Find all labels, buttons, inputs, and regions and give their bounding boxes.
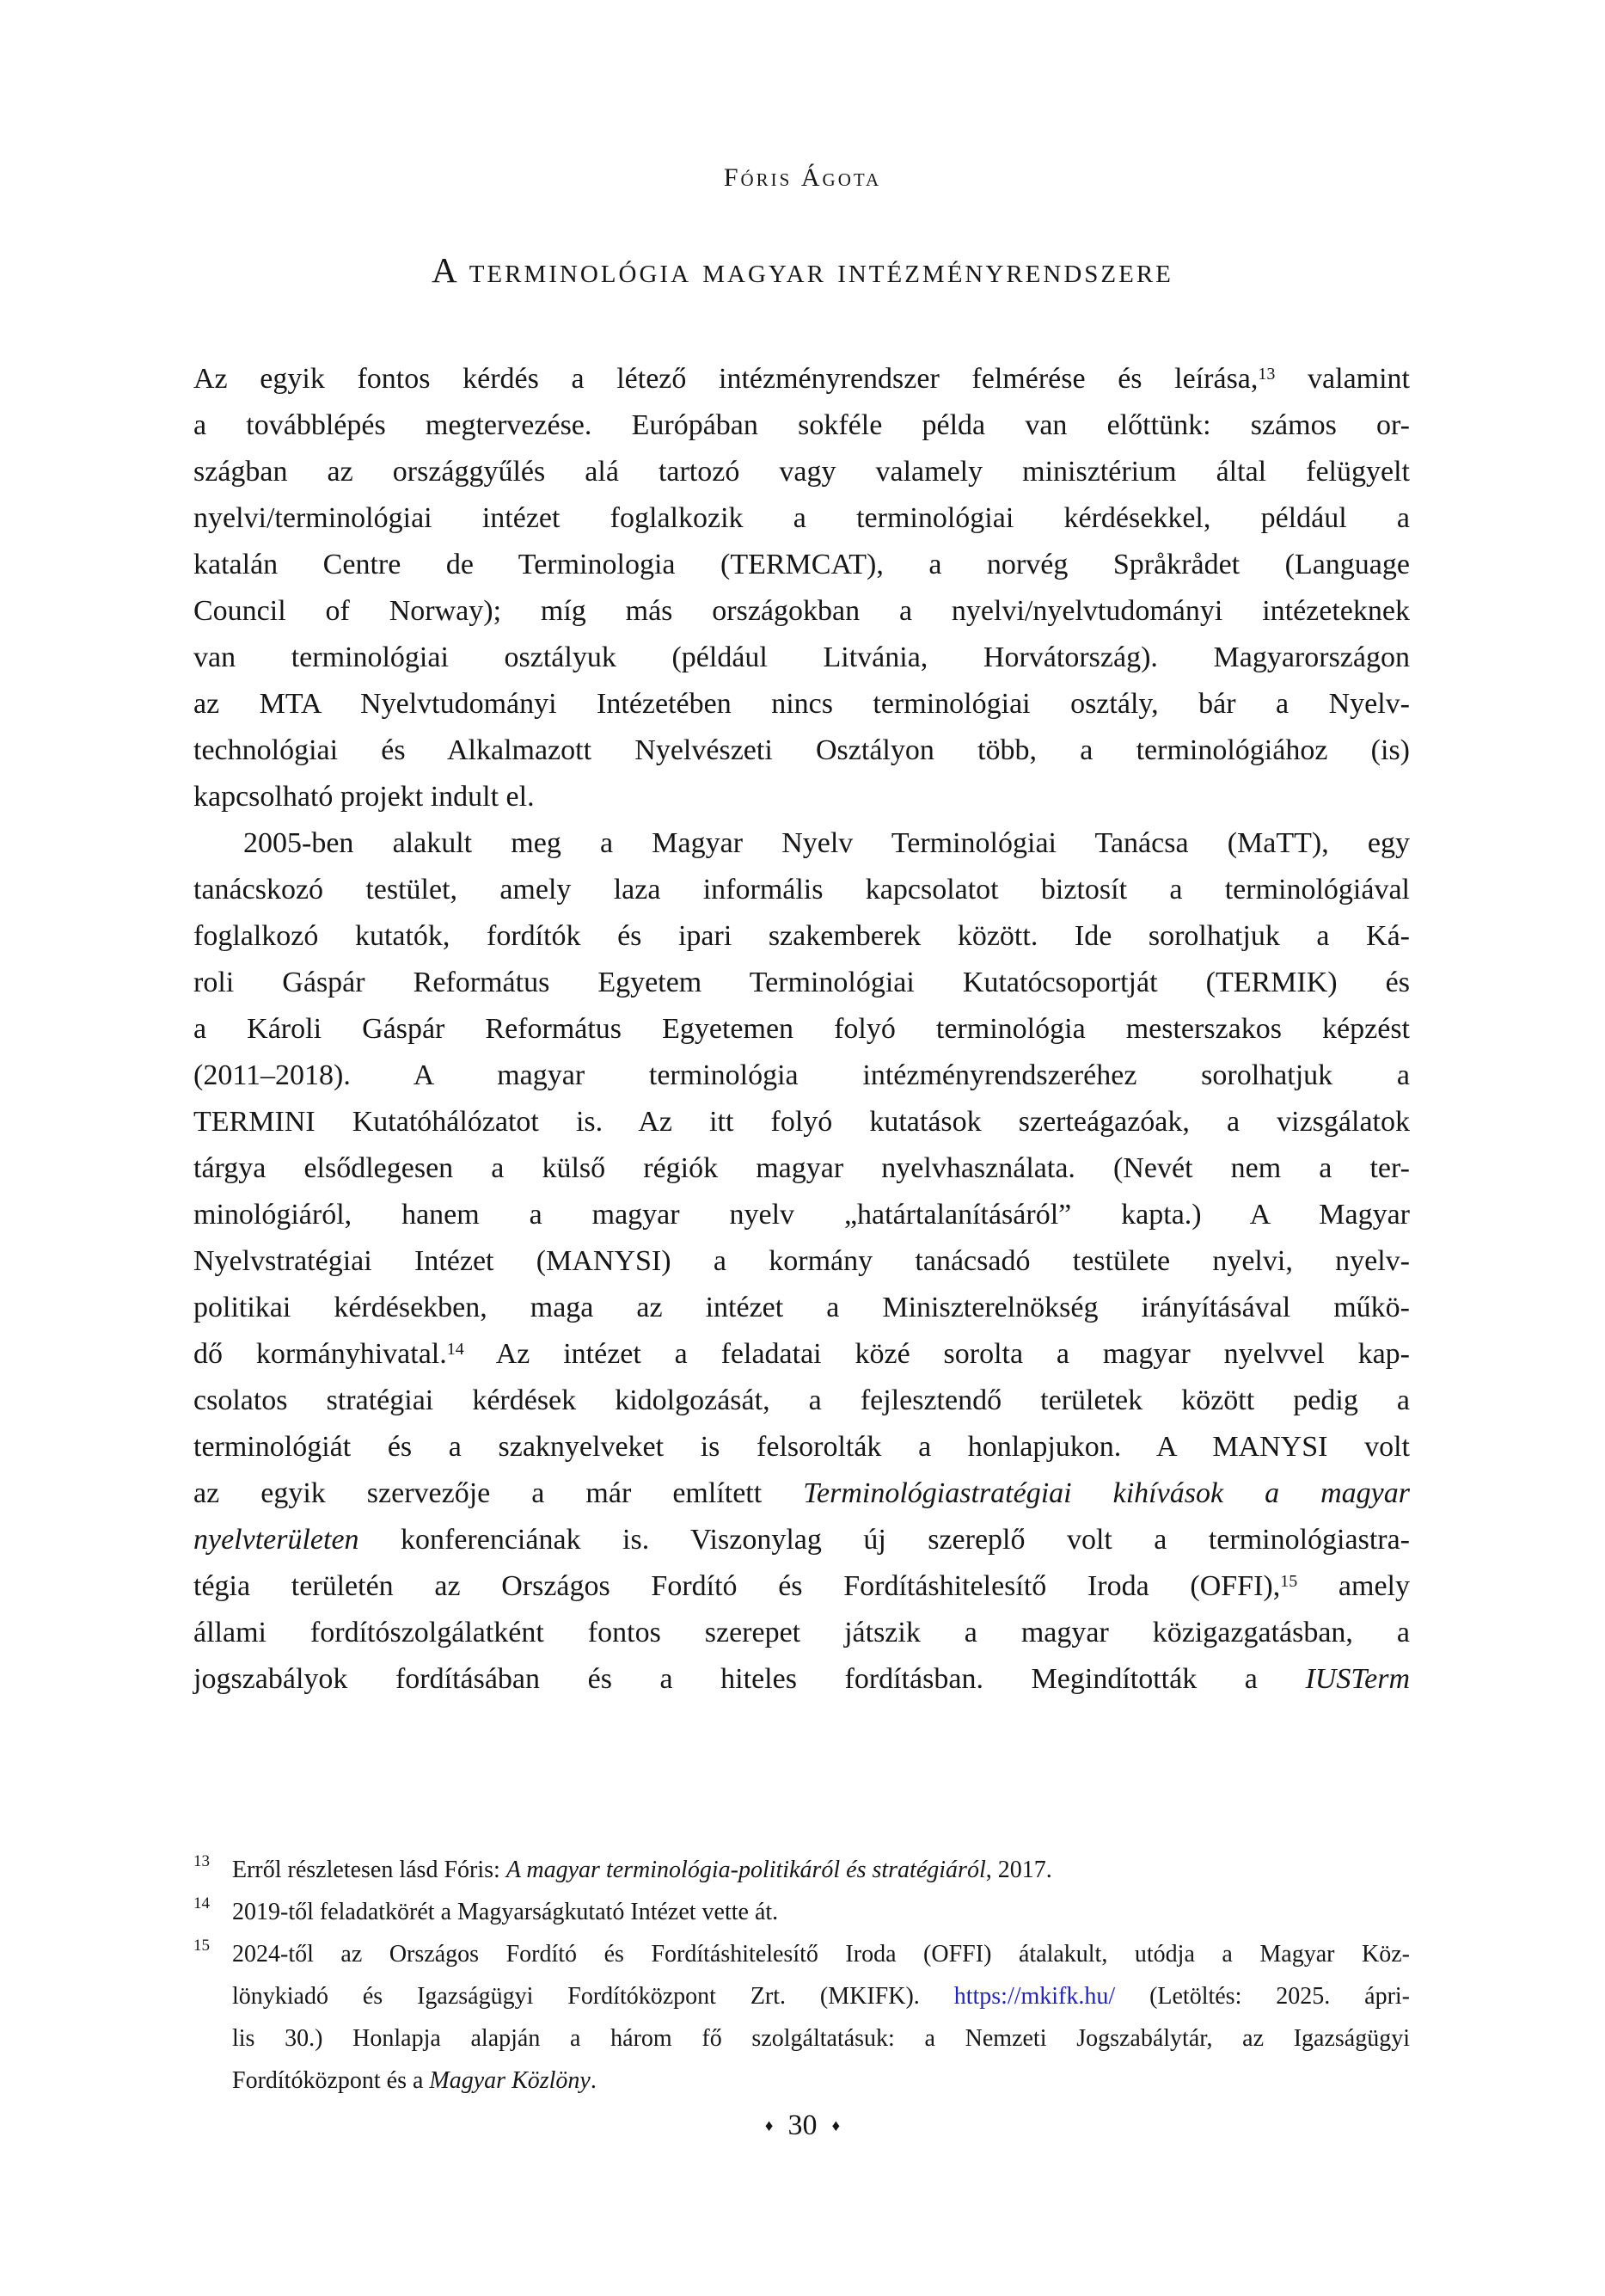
text-run: Az intézet a feladatai közé sorolta a magyar nyelvvel kap- <box>463 1338 1410 1370</box>
text-run: katalán Centre de Terminologia (TERMCAT), a norvég Språkrådet (Language <box>193 549 1410 580</box>
text-run: Fordítóközpont és a <box>232 2067 430 2094</box>
text-run: csolatos stratégiai kérdések kidolgozását, a fejlesztendő területek között pedig a <box>193 1384 1410 1416</box>
text-line <box>193 960 1410 1006</box>
footnotes-section <box>193 1849 1410 2102</box>
text-run: Magyar Közlöny <box>429 2067 591 2094</box>
text-run: A magyar terminológia-politikáról és stratégiáról <box>505 1857 986 1883</box>
text-run: nyelvterületen <box>193 1524 359 1556</box>
author-heading: Fóris Ágota <box>723 163 882 192</box>
text-line <box>193 1470 1410 1517</box>
diamond-icon: ♦ <box>831 2117 841 2135</box>
text-run: terminológiát és a szaknyelveket is felsorolták a honlapjukon. A MANYSI volt <box>193 1431 1410 1463</box>
text-line <box>193 913 1410 960</box>
text-line <box>232 2017 1410 2060</box>
diamond-icon: ♦ <box>764 2117 774 2135</box>
text-run: lönykiadó és Igazságügyi Fordítóközpont Zrt. (MKIFK). <box>232 1983 954 2010</box>
footnote <box>193 1933 1410 2102</box>
text-run: állami fordítószolgálatként fontos szerepet játszik a magyar közigazgatásban, a <box>193 1617 1410 1648</box>
text-line <box>193 1610 1410 1656</box>
text-run: amely <box>1297 1570 1411 1602</box>
text-run: lis 30.) Honlapja alapján a három fő szolgáltatásuk: a Nemzeti Jogszabálytár, az Igazságügyi <box>232 2025 1410 2052</box>
text-line <box>193 1424 1410 1470</box>
text-line <box>232 1849 1410 1891</box>
text-line <box>193 1192 1410 1238</box>
text-run: jogszabályok fordításában és a hiteles fordításban. Megindították a <box>193 1663 1306 1695</box>
text-run: . <box>590 2067 597 2094</box>
footnote-url-link[interactable]: https://mkifk.hu/ <box>953 1983 1116 2010</box>
text-run: nyelvi/terminológiai intézet foglalkozik a terminológiai kérdésekkel, például a <box>193 502 1410 534</box>
text-run: a továbblépés megtervezése. Európában sokféle példa van előttünk: számos or- <box>193 409 1410 441</box>
text-run: a Károli Gáspár Református Egyetemen folyó terminológia mesterszakos képzést <box>193 1013 1410 1045</box>
text-run: (Letöltés: 2025. ápri- <box>1115 1983 1410 2010</box>
text-line <box>232 1891 1410 1933</box>
text-run: tégia területén az Országos Fordító és Fordításhitelesítő Iroda (OFFI), <box>193 1570 1281 1602</box>
text-run: az egyik szervezője a már említett <box>193 1477 804 1509</box>
text-line <box>232 1975 1410 2017</box>
paragraph <box>193 820 1410 1703</box>
text-run: Erről részletesen lásd Fóris: <box>232 1857 506 1883</box>
footnote-number: 15 <box>193 1937 210 1955</box>
text-run: tanácskozó testület, amely laza informális kapcsolatot biztosít a terminológiával <box>193 874 1410 906</box>
text-run: Terminológiastratégiai kihívások a magyar <box>803 1477 1410 1509</box>
text-line <box>193 588 1410 635</box>
text-run: , 2017. <box>985 1857 1052 1883</box>
article-title: A terminológia magyar intézményrendszere <box>432 250 1173 290</box>
text-run: roli Gáspár Református Egyetem Terminológiai Kutatócsoportját (TERMIK) és <box>193 967 1410 998</box>
text-line <box>193 1517 1410 1563</box>
paragraph <box>193 356 1410 820</box>
body-text <box>193 356 1410 1703</box>
text-run: Council of Norway); míg más országokban a nyelvi/nyelvtudományi intézeteknek <box>193 595 1410 627</box>
text-run: foglalkozó kutatók, fordítók és ipari szakemberek között. Ide sorolhatjuk a Ká- <box>193 920 1410 952</box>
footnote <box>193 1891 1410 1933</box>
text-line <box>193 1563 1410 1610</box>
footnote-number: 14 <box>193 1894 210 1912</box>
text-run: Az egyik fontos kérdés a létező intézményrendszer felmérése és leírása, <box>193 363 1259 395</box>
text-run: (2011–2018). A magyar terminológia intézményrendszeréhez sorolhatjuk a <box>193 1059 1410 1091</box>
footnote-reference: 14 <box>446 1340 464 1359</box>
text-run: van terminológiai osztályuk (például Litvánia, Horvátország). Magyarországon <box>193 642 1410 673</box>
text-line <box>193 727 1410 774</box>
text-run: valamint <box>1275 363 1410 395</box>
text-line <box>193 1145 1410 1192</box>
text-run: szágban az országgyűlés alá tartozó vagy valamely minisztérium által felügyelt <box>193 456 1410 488</box>
text-run: kapcsolható projekt indult el. <box>193 781 535 813</box>
footnote <box>193 1849 1410 1891</box>
text-line <box>193 635 1410 681</box>
text-line <box>193 867 1410 913</box>
text-line <box>193 1378 1410 1424</box>
text-line <box>193 1006 1410 1053</box>
text-line <box>193 774 1410 820</box>
footnote-reference: 13 <box>1258 365 1276 384</box>
text-run: TERMINI Kutatóhálózatot is. Az itt folyó kutatások szerteágazóak, a vizsgálatok <box>193 1106 1410 1138</box>
text-run: 2024-től az Országos Fordító és Fordításhitelesítő Iroda (OFFI) átalakult, utódja a Magyar Köz- <box>232 1941 1410 1968</box>
page-number: 30 <box>787 2109 818 2141</box>
text-line <box>193 402 1410 449</box>
text-run: 2019-től feladatkörét a Magyarságkutató Intézet vette át. <box>232 1899 779 1925</box>
footnote-reference: 15 <box>1280 1572 1298 1591</box>
text-line <box>193 1099 1410 1145</box>
text-line <box>193 820 1410 867</box>
text-run: dő kormányhivatal. <box>193 1338 447 1370</box>
page-footer <box>0 2109 1605 2142</box>
text-line <box>232 1933 1410 1975</box>
text-run: technológiai és Alkalmazott Nyelvészeti Osztályon több, a terminológiához (is) <box>193 734 1410 766</box>
text-run: Nyelvstratégiai Intézet (MANYSI) a kormány tanácsadó testülete nyelvi, nyelv- <box>193 1245 1410 1277</box>
text-run: konferenciának is. Viszonylag új szereplő volt a terminológiastra- <box>358 1524 1410 1556</box>
text-run: IUSTerm <box>1305 1663 1410 1695</box>
text-line <box>193 1053 1410 1099</box>
text-line <box>193 1656 1410 1703</box>
text-run: 2005-ben alakult meg a Magyar Nyelv Terminológiai Tanácsa (MaTT), egy <box>243 827 1410 859</box>
text-line <box>193 1331 1410 1378</box>
text-line <box>193 1238 1410 1285</box>
text-line <box>193 495 1410 542</box>
text-run: tárgya elsődlegesen a külső régiók magyar nyelvhasználata. (Nevét nem a ter- <box>193 1152 1410 1184</box>
text-line <box>193 1285 1410 1331</box>
footnote-number: 13 <box>193 1852 210 1870</box>
text-line <box>193 356 1410 402</box>
text-line <box>232 2060 1410 2102</box>
text-line <box>193 542 1410 588</box>
text-line <box>193 449 1410 495</box>
text-line <box>193 681 1410 727</box>
text-run: az MTA Nyelvtudományi Intézetében nincs terminológiai osztály, bár a Nyelv- <box>193 688 1410 720</box>
text-run: politikai kérdésekben, maga az intézet a Miniszterelnökség irányításával műkö- <box>193 1292 1410 1323</box>
text-run: minológiáról, hanem a magyar nyelv „határtalanításáról” kapta.) A Magyar <box>193 1199 1410 1231</box>
